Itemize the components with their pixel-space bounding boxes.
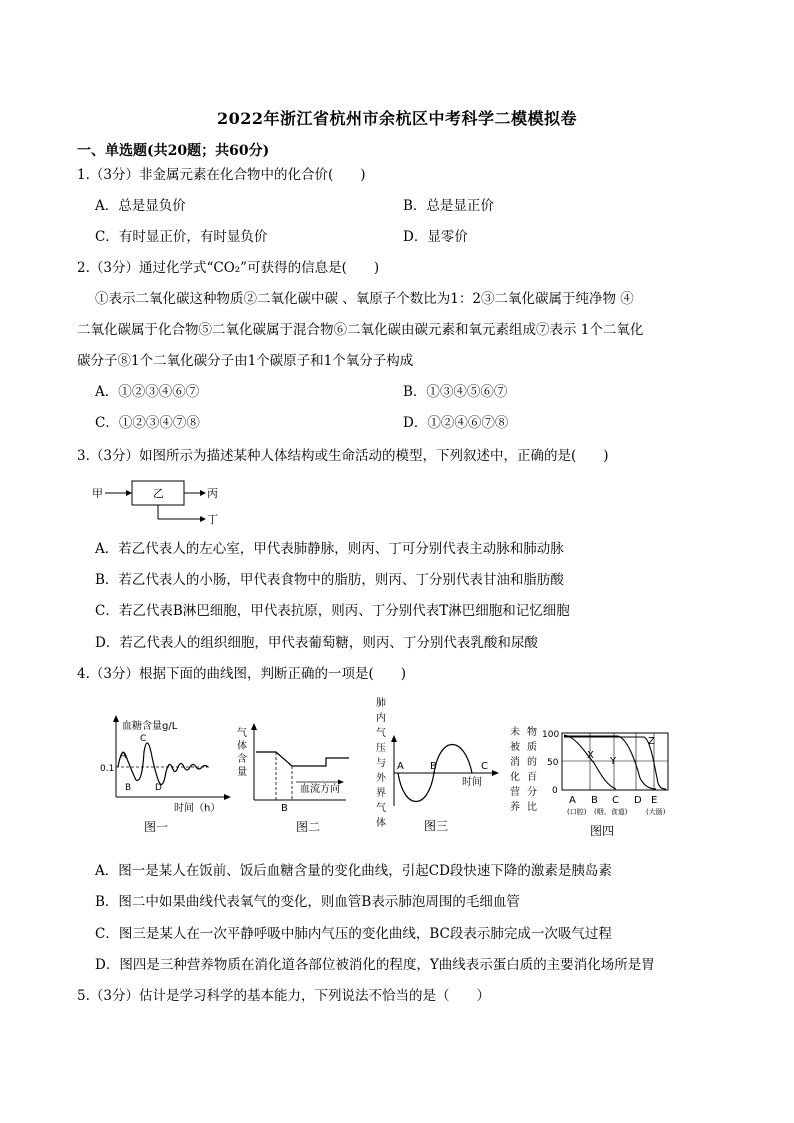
q1-option-b: B．总是显正价 — [403, 198, 494, 214]
fig2-ylabel-2: 含 — [237, 754, 247, 765]
fig1-ylabel: 血糖含量g/L — [122, 721, 178, 732]
fig4-x-a: A — [569, 795, 576, 806]
fig4-ylabel1-4: 营 — [510, 787, 520, 798]
q2-option-a: A．①②③④⑥⑦ — [95, 384, 200, 400]
q4-figure-1 — [100, 712, 234, 840]
q3-label-yi: 乙 — [153, 487, 164, 500]
q2-info-line-3: 碳分子⑧1个二氧化碳分子由1个碳原子和1个氧分子构成 — [77, 353, 414, 369]
fig4-label-x: X — [587, 750, 594, 761]
fig1-point-a: A — [120, 751, 127, 761]
q4-figure-2 — [234, 722, 354, 840]
fig4-ylabel2-5: 比 — [527, 802, 537, 813]
fig3-xlabel: 时间 — [462, 777, 482, 788]
fig1-caption: 图一 — [144, 820, 169, 834]
fig4-note-colon: (大肠) — [646, 808, 666, 816]
fig4-tick-0: 0 — [552, 786, 558, 796]
fig2-point-b: B — [281, 803, 288, 814]
fig4-x-b: B — [591, 795, 598, 806]
fig4-ylabel2-1: 质 — [527, 742, 537, 753]
fig4-caption: 图四 — [590, 824, 615, 838]
fig4-note-mouth: (口腔) — [567, 808, 587, 816]
q3-option-b: B．若乙代表人的小肠，甲代表食物中的脂肪，则丙、丁分别代表甘油和脂肪酸 — [95, 572, 564, 588]
q2-option-b: B．①③④⑤⑥⑦ — [403, 384, 508, 400]
q1-option-d: D．显零价 — [403, 229, 468, 245]
fig4-ylabel1-5: 养 — [510, 802, 520, 813]
q4-option-c: C．图三是某人在一次平静呼吸中肺内气压的变化曲线，BC段表示肺完成一次吸气过程 — [95, 926, 612, 942]
fig4-ylabel1-3: 化 — [510, 772, 520, 783]
fig3-point-a: A — [397, 761, 404, 772]
fig4-x-e: E — [651, 795, 658, 806]
fig3-ylabel-6: 界 — [376, 788, 386, 799]
fig2-caption: 图二 — [296, 820, 321, 834]
fig4-label-y: Y — [610, 756, 617, 767]
fig4-x-c: C — [612, 795, 619, 806]
q1-option-a: A．总是显负价 — [95, 198, 186, 214]
fig3-point-b: B — [430, 761, 437, 772]
fig4-ylabel1-2: 消 — [510, 757, 520, 768]
fig1-tick: 0.1 — [100, 764, 115, 774]
fig4-tick-50: 50 — [547, 758, 559, 768]
fig2-note: 血流方向 — [300, 784, 340, 795]
fig1-xlabel: 时间（h） — [174, 803, 221, 814]
q4-figure-3 — [374, 696, 504, 840]
fig3-ylabel-1: 内 — [376, 713, 386, 724]
fig4-ylabel2-4: 分 — [527, 787, 537, 798]
q3-option-d: D．若乙代表人的组织细胞，甲代表葡萄糖，则丙、丁分别代表乳酸和尿酸 — [95, 635, 538, 651]
fig3-point-c: C — [481, 761, 488, 772]
q3-label-jia: 甲 — [92, 487, 103, 500]
fig3-ylabel-5: 外 — [376, 773, 386, 784]
fig4-note-pharynx: (咽、食道) — [594, 808, 628, 816]
fig3-ylabel-2: 气 — [376, 728, 386, 739]
q4-option-b: B．图二中如果曲线代表氧气的变化，则血管B表示肺泡周围的毛细血管 — [95, 894, 520, 910]
fig1-point-b: B — [125, 783, 132, 793]
q2-option-d: D．①②④⑥⑦⑧ — [403, 415, 509, 431]
exam-title: 2022年浙江省杭州市余杭区中考科学二模模拟卷 — [216, 109, 578, 128]
fig4-ylabel2-0: 物 — [527, 727, 537, 738]
q3-model-diagram — [88, 478, 228, 528]
q2-stem: 2.（3分）通过化学式“CO₂”可获得的信息是( ) — [77, 260, 380, 276]
fig4-ylabel2-2: 的 — [527, 757, 537, 768]
fig3-ylabel-8: 体 — [376, 818, 386, 829]
fig4-ylabel2-3: 百 — [527, 772, 537, 783]
q5-stem: 5.（3分）估计是学习科学的基本能力，下列说法不恰当的是（ ） — [77, 988, 490, 1004]
fig4-tick-100: 100 — [542, 730, 560, 740]
fig1-curve — [118, 743, 208, 784]
fig2-ylabel-3: 量 — [237, 767, 247, 778]
fig4-x-d: D — [634, 795, 642, 806]
q3-option-a: A．若乙代表人的左心室，甲代表肺静脉，则丙、丁可分别代表主动脉和肺动脉 — [95, 541, 564, 557]
fig3-ylabel-4: 与 — [376, 758, 386, 769]
q2-option-c: C．①②③④⑦⑧ — [95, 415, 200, 431]
fig3-ylabel-3: 压 — [376, 743, 386, 754]
fig4-ylabel1-0: 未 — [510, 727, 520, 738]
fig4-ylabel1-1: 被 — [510, 742, 520, 753]
q2-info-line-1: ①表示二氧化碳这种物质②二氧化碳中碳 、氧原子个数比为1：2③二氧化碳属于纯净物 ④ — [95, 291, 634, 307]
fig2-ylabel-0: 气 — [237, 728, 247, 739]
q3-label-ding: 丁 — [207, 513, 218, 526]
q3-label-bing: 丙 — [207, 487, 218, 500]
q4-option-a: A．图一是某人在饭前、饭后血糖含量的变化曲线，引起CD段快速下降的激素是胰岛素 — [95, 863, 612, 879]
fig2-curve — [256, 752, 349, 766]
q2-info-line-2: 二氧化碳属于化合物⑤二氧化碳属于混合物⑥二氧化碳由碳元素和氧元素组成⑦表示 1个二氧化 — [77, 322, 644, 338]
q1-option-c: C．有时显正价，有时显负价 — [95, 229, 268, 245]
q4-option-d: D．图四是三种营养物质在消化道各部位被消化的程度，Y曲线表示蛋白质的主要消化场所是胃 — [95, 957, 655, 973]
q4-figure-4 — [506, 723, 686, 840]
q4-stem: 4.（3分）根据下面的曲线图，判断正确的一项是( ) — [77, 666, 407, 682]
fig3-caption: 图三 — [424, 819, 449, 833]
fig2-ylabel-1: 体 — [237, 741, 247, 752]
fig3-ylabel-0: 肺 — [376, 698, 386, 709]
section-heading: 一、单选题(共20题；共60分) — [77, 143, 270, 159]
fig4-label-z: Z — [648, 736, 655, 747]
fig1-point-d: D — [155, 783, 162, 793]
fig1-point-c: C — [140, 734, 147, 744]
q3-option-c: C．若乙代表B淋巴细胞，甲代表抗原，则丙、丁分别代表T淋巴细胞和记忆细胞 — [95, 603, 570, 619]
q1-stem: 1.（3分）非金属元素在化合物中的化合价( ) — [77, 167, 366, 183]
fig3-ylabel-7: 气 — [376, 803, 386, 814]
q3-stem: 3.（3分）如图所示为描述某种人体结构或生命活动的模型，下列叙述中，正确的是( ) — [77, 448, 609, 464]
